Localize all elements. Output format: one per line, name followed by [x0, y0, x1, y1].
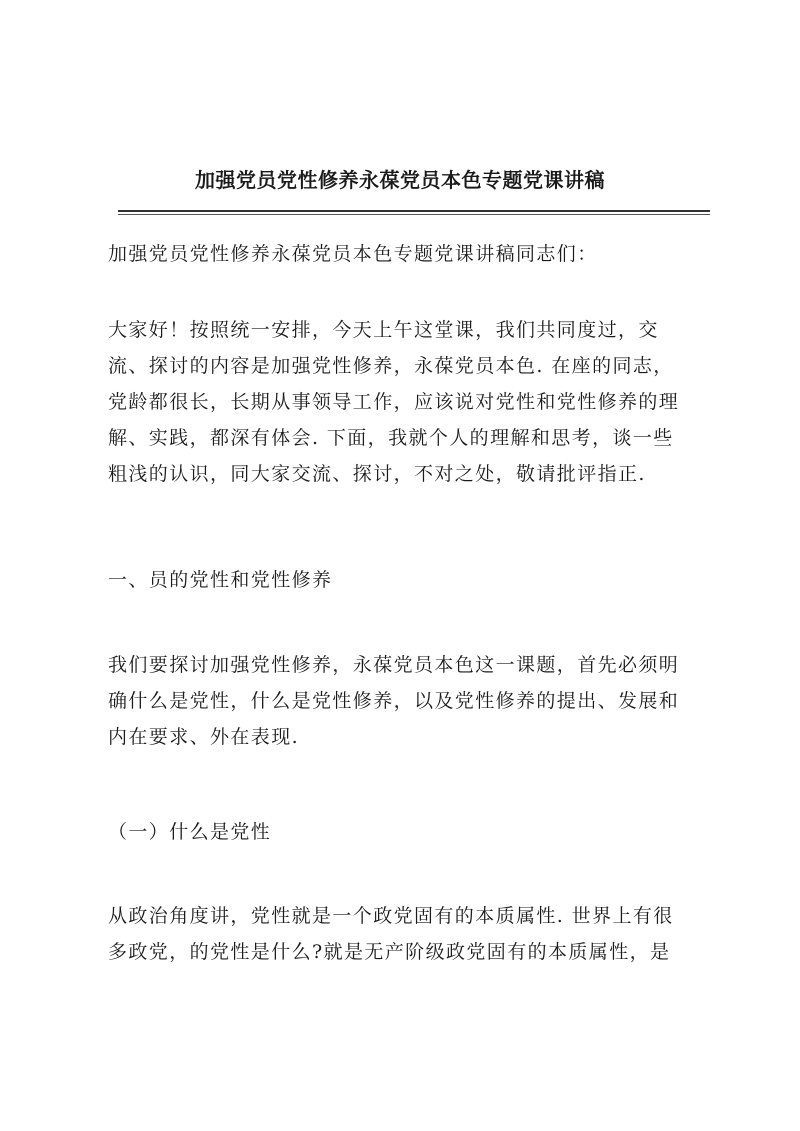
text-line: 一、员的党性和党性修养 [108, 569, 333, 591]
text-line: 粗浅的认识，同大家交流、探讨，不对之处，敬请批评指正. [108, 463, 646, 485]
paragraph-intro [108, 312, 708, 492]
section-heading-1 [108, 562, 708, 598]
subsection-heading-1 [108, 814, 708, 850]
paragraph-greeting [108, 236, 708, 272]
text-line: 多政党，的党性是什么?就是无产阶级政党固有的本质属性，是 [108, 941, 671, 963]
text-line: 从政治角度讲，党性就是一个政党固有的本质属性. 世界上有很 [108, 905, 674, 927]
text-line: （一）什么是党性 [108, 821, 272, 843]
paragraph-section-1 [108, 647, 708, 755]
text-line: 流、探讨的内容是加强党性修养，永葆党员本色. 在座的同志， [108, 355, 674, 377]
title-underline-thick [118, 210, 710, 212]
document-title: 加强党员党性修养永葆党员本色专题党课讲稿 [195, 168, 605, 192]
text-line: 大家好！按照统一安排，今天上午这堂课，我们共同度过，交 [108, 319, 659, 341]
text-line: 内在要求、外在表现. [108, 726, 300, 748]
paragraph-subsection-1 [108, 898, 708, 970]
text-line: 确什么是党性，什么是党性修养，以及党性修养的提出、发展和 [108, 690, 680, 712]
text-line: 加强党员党性修养永葆党员本色专题党课讲稿同志们： [108, 243, 598, 265]
text-line: 党龄都很长，长期从事领导工作，应该说对党性和党性修养的理 [108, 391, 680, 413]
title-underline-thin [118, 214, 710, 215]
text-line: 解、实践，都深有体会. 下面，我就个人的理解和思考，谈一些 [108, 427, 674, 449]
text-line: 我们要探讨加强党性修养，永葆党员本色这一课题，首先必须明 [108, 654, 680, 676]
